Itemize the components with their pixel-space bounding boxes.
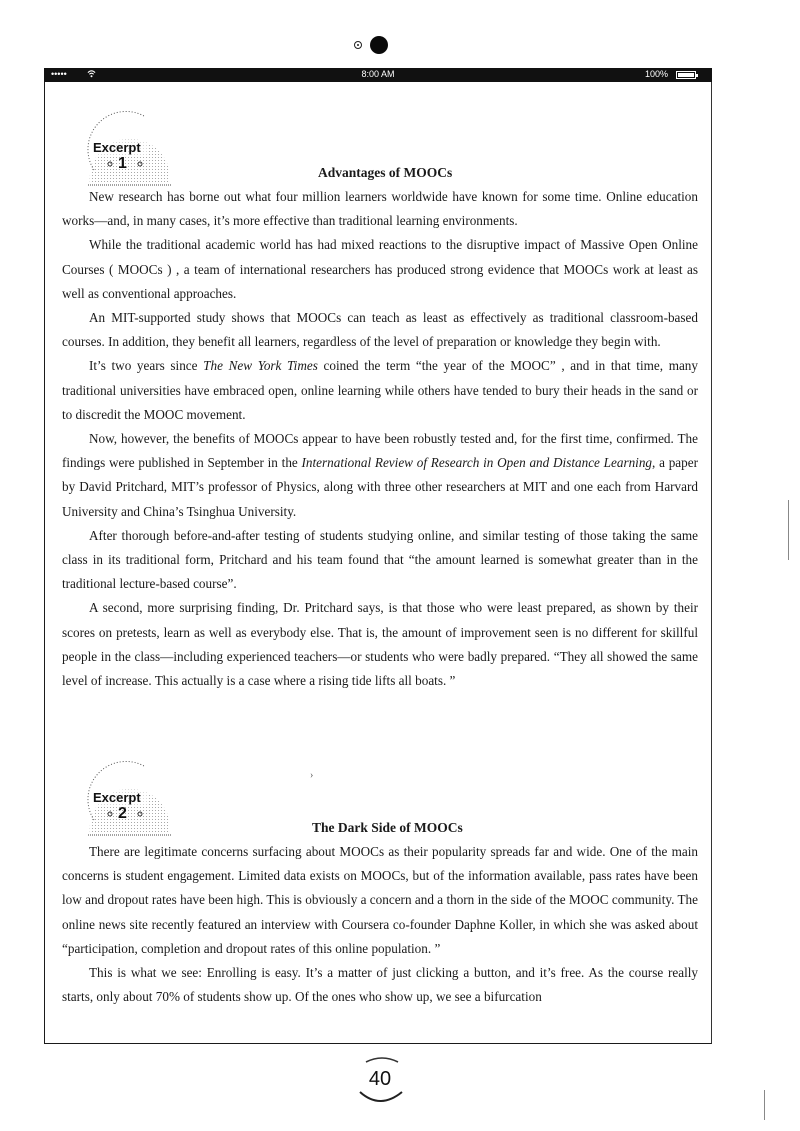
badge-number: 2	[118, 805, 127, 822]
badge-number: 1	[118, 155, 127, 172]
excerpt-2-title: The Dark Side of MOOCs	[312, 820, 463, 835]
battery-percentage: 100%	[644, 69, 668, 79]
text-run: Now, however, the benefits of MOOCs appear to have been robustly tested and, for the first time, confirmed. The findings were published in September in the	[62, 431, 698, 471]
publication-name: The New York Times	[203, 358, 318, 374]
signal-strength-icon: •••••	[51, 69, 67, 79]
paragraph: New research has borne out what four million learners worldwide have known for some time. Online education works—and, in many cases, it’s more effective than traditional learning environments.	[62, 189, 698, 229]
scan-artifact-icon: ›	[310, 770, 314, 781]
paragraph: An MIT-supported study shows that MOOCs can teach as least as effectively as traditional classroom-based courses. In addition, they benefit all learners, regardless of the level of preparation or knowledge they begin with.	[62, 310, 698, 350]
excerpt-1-body	[62, 185, 698, 693]
status-bar	[44, 68, 712, 82]
camera-sensor-icon	[354, 41, 362, 49]
paragraph: This is what we see: Enrolling is easy. It’s a matter of just clicking a button, and it’s free. As the course really starts, only about 70% of students show up. Of the ones who show up, we see a bifurcation	[62, 965, 698, 1005]
battery-icon	[676, 71, 696, 79]
paragraph	[62, 354, 698, 427]
camera-lens-icon	[370, 36, 388, 54]
excerpt-1-badge	[82, 108, 178, 188]
device-camera	[354, 36, 394, 56]
paragraph: There are legitimate concerns surfacing about MOOCs as their popularity spreads far and wide. One of the main concerns is student engagement. Limited data exists on MOOCs, but of the information available, pass rates have been low and dropout rates have been high. This is obviously a concern and a thorn in the side of the MOOC community. The online news site recently featured an interview with Coursera co-founder Daphne Koller, in which she was asked about “participation, completion and dropout rates of this online population. ”	[62, 844, 698, 956]
badge-label: Excerpt	[93, 790, 141, 805]
page-edge-mark	[788, 500, 789, 560]
text-run: , a paper by David Pritchard, MIT’s professor of Physics, along with three other researchers at MIT and one each from Harvard University and China’s Tsinghua University.	[62, 455, 699, 519]
page-number: 40	[368, 1068, 392, 1090]
paragraph: After thorough before-and-after testing of students studying online, and similar testing of those taking the same class in its traditional form, Pritchard and his team found that “the amount learned is somewhat greater than in the traditional lecture-based course”.	[62, 527, 698, 592]
paragraph: While the traditional academic world has had mixed reactions to the disruptive impact of Massive Open Online Courses ( MOOCs ) , a team of international researchers has produced strong evidence that MOOCs work at least as well as conventional approaches.	[62, 237, 698, 301]
paragraph	[62, 427, 698, 524]
excerpt-1-title: Advantages of MOOCs	[318, 165, 453, 180]
page-edge-mark	[764, 1090, 765, 1120]
paragraph: A second, more surprising finding, Dr. Pritchard says, is that those who were least prepared, as shown by their scores on pretests, learn as well as everybody else. That is, the amount of improvement seen is no different for skillful people in the class—including experienced teachers—or students who were badly prepared. “They all showed the same level of increase. This actually is a case where a rising tide lifts all boats. ”	[62, 600, 698, 689]
page-number-badge	[354, 1052, 410, 1108]
status-time: 8:00 AM	[361, 69, 395, 79]
badge-label: Excerpt	[93, 140, 141, 155]
journal-name: International Review of Research in Open and Distance Learning	[301, 455, 653, 471]
excerpt-2-body	[62, 840, 698, 1009]
excerpt-2-badge	[82, 758, 178, 838]
text-run: It’s two years since	[89, 358, 204, 374]
text-run: coined the term “the year of the MOOC” , and in that time, many traditional universities have embraced open, online learning while others have tended to bury their heads in the sand or to discredit the MOOC movement.	[62, 358, 698, 422]
